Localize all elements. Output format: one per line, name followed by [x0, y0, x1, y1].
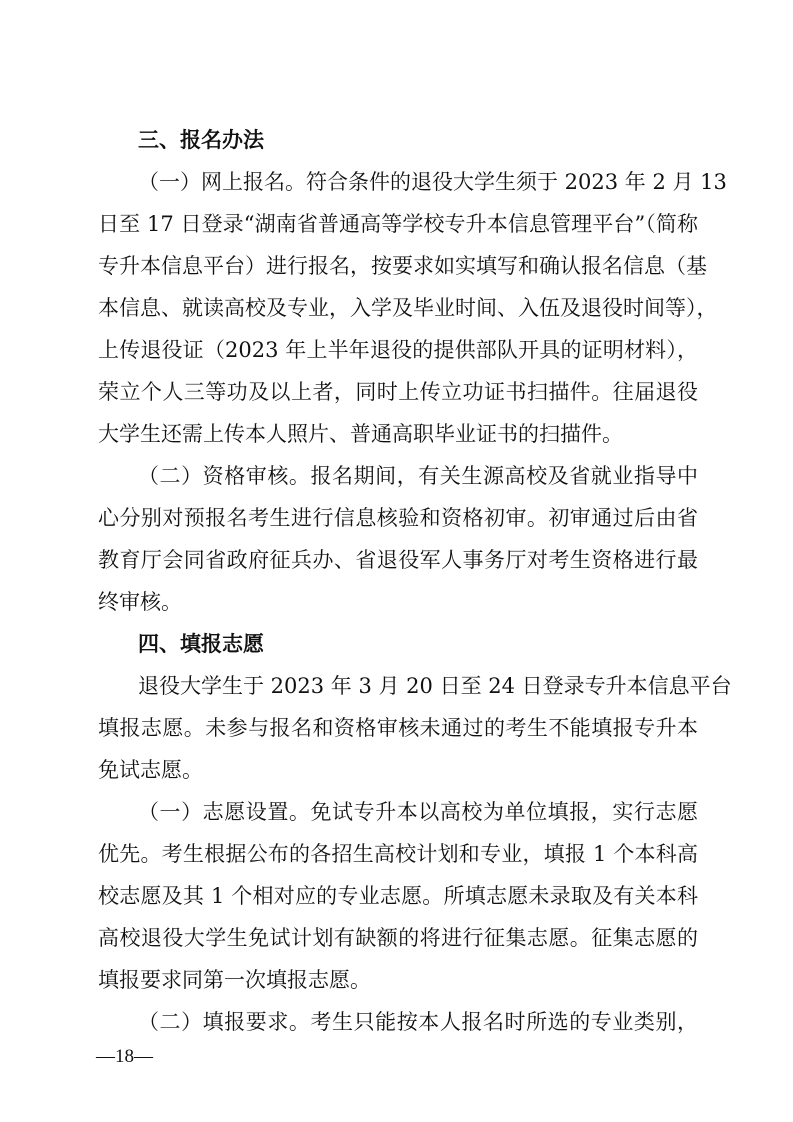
paragraph-line: （一）网上报名。符合条件的退役大学生须于 2023 年 2 月 13 [138, 170, 727, 194]
paragraph-line: 终审核。 [98, 590, 182, 614]
page-number: —18— [96, 1046, 153, 1067]
paragraph-line: 心分别对预报名考生进行信息核验和资格初审。初审通过后由省 [98, 506, 698, 530]
section-heading-preferences: 四、填报志愿 [138, 632, 264, 656]
paragraph-line: 退役大学生于 2023 年 3 月 20 日至 24 日登录专升本信息平台 [138, 674, 732, 698]
paragraph-line: 教育厅会同省政府征兵办、省退役军人事务厅对考生资格进行最 [98, 548, 698, 572]
paragraph-line: 专升本信息平台）进行报名，按要求如实填写和确认报名信息（基 [98, 254, 707, 278]
paragraph-line: 本信息、就读高校及专业，入学及毕业时间、入伍及退役时间等）， [98, 296, 718, 320]
paragraph-line: 填报志愿。未参与报名和资格审核未通过的考生不能填报专升本 [98, 716, 698, 740]
paragraph-line: （二）填报要求。考生只能按本人报名时所选的专业类别， [138, 1010, 698, 1034]
paragraph-line: （二）资格审核。报名期间，有关生源高校及省就业指导中 [138, 464, 698, 488]
paragraph-line: 优先。考生根据公布的各招生高校计划和专业，填报 1 个本科高 [98, 842, 698, 866]
paragraph-line: 大学生还需上传本人照片、普通高职毕业证书的扫描件。 [98, 422, 623, 446]
section-heading-registration: 三、报名办法 [138, 128, 264, 152]
paragraph-line: 免试志愿。 [98, 758, 203, 782]
paragraph-line: 荣立个人三等功及以上者，同时上传立功证书扫描件。往届退役 [98, 380, 698, 404]
paragraph-line: 校志愿及其 1 个相对应的专业志愿。所填志愿未录取及有关本科 [98, 884, 698, 908]
paragraph-line: 上传退役证（2023 年上半年退役的提供部队开具的证明材料）， [98, 338, 698, 362]
paragraph-line: 填报要求同第一次填报志愿。 [98, 968, 371, 992]
paragraph-line: 高校退役大学生免试计划有缺额的将进行征集志愿。征集志愿的 [98, 926, 698, 950]
paragraph-line: （一）志愿设置。免试专升本以高校为单位填报，实行志愿 [138, 800, 698, 824]
paragraph-line: 日至 17 日登录“湖南省普通高等学校专升本信息管理平台”（简称 [98, 212, 698, 236]
